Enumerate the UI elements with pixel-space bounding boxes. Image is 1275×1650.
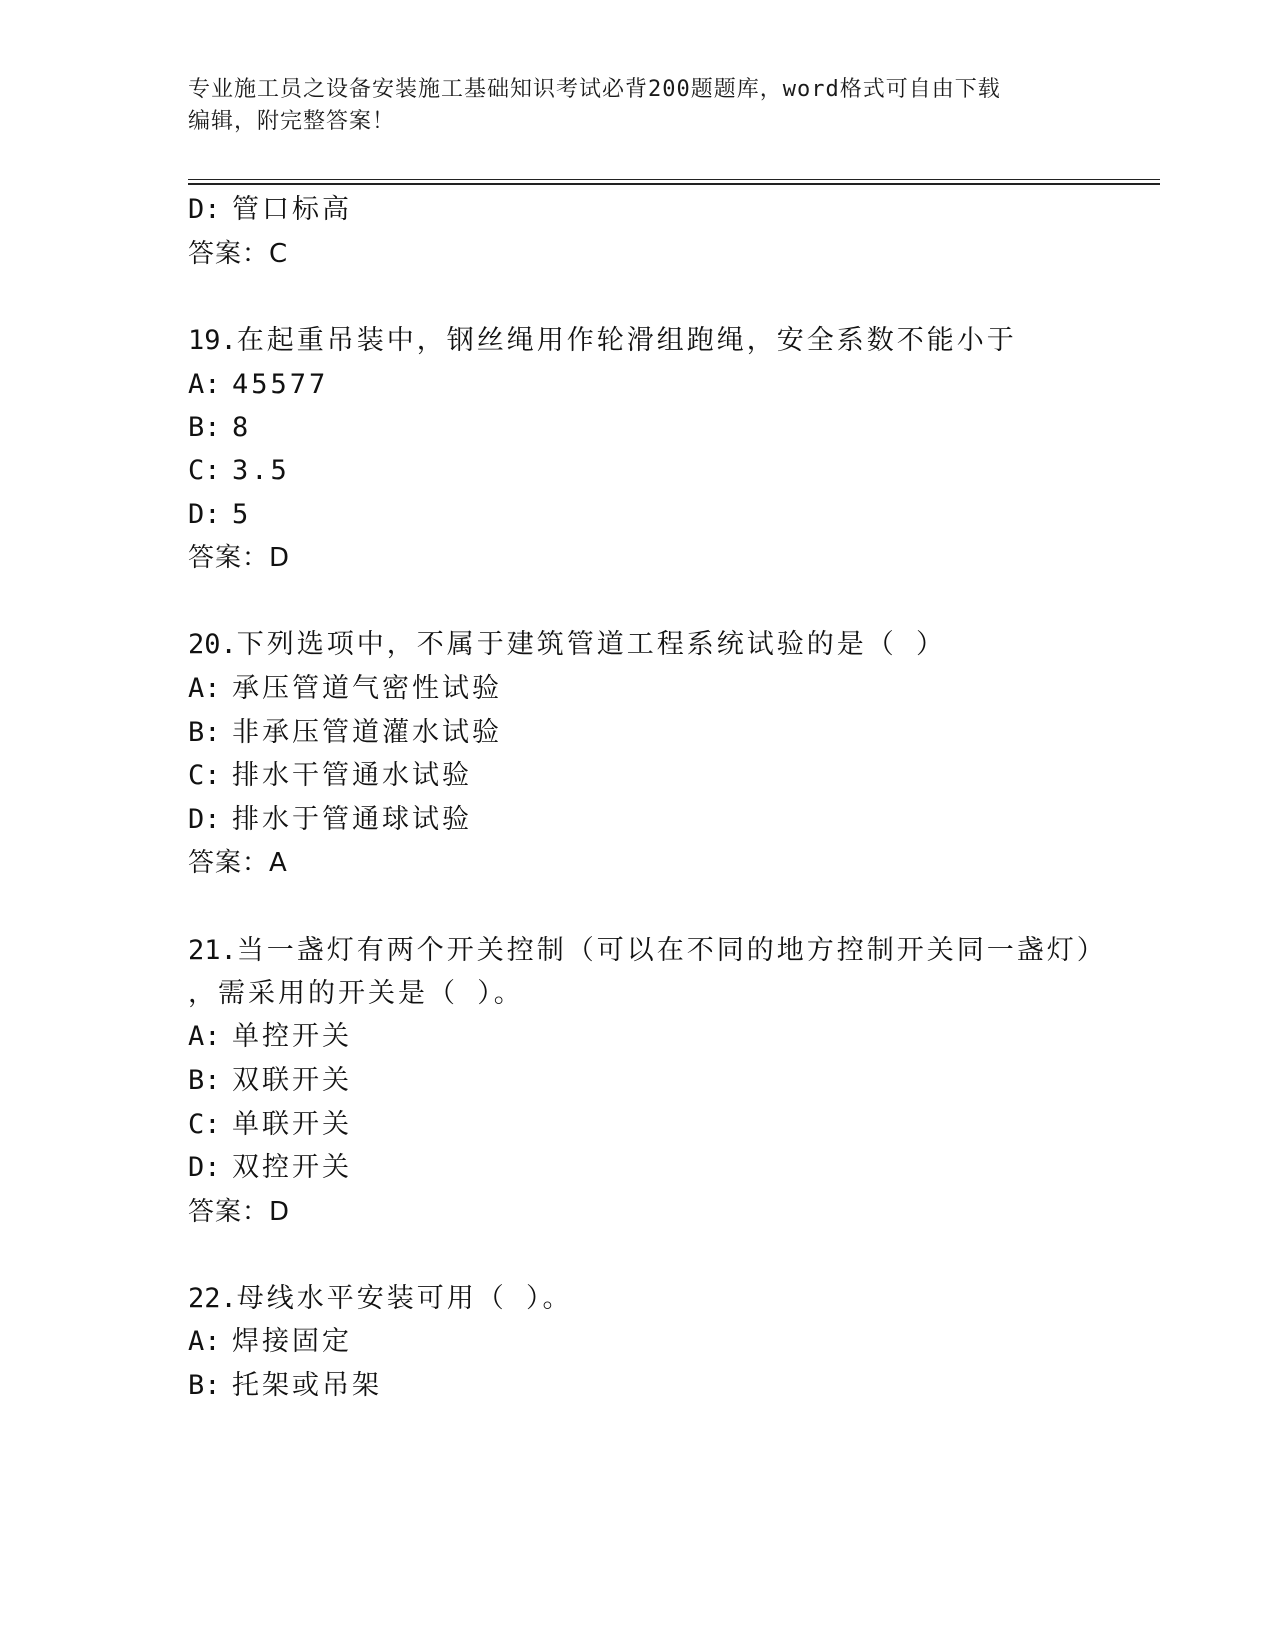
question-19-option-d	[188, 498, 251, 532]
question-number: 19.	[188, 325, 237, 356]
question-20-option-d	[188, 803, 472, 837]
option-text: 非承压管道灌水试验	[232, 717, 502, 748]
option-label: B:	[188, 1065, 221, 1096]
option-label: D:	[188, 804, 221, 835]
option-text: 双联开关	[232, 1065, 352, 1096]
question-20-option-c	[188, 759, 472, 793]
question-number: 20.	[188, 629, 237, 660]
option-label: A:	[188, 1326, 221, 1357]
option-label: C:	[188, 1109, 221, 1140]
question-21-option-c	[188, 1108, 352, 1142]
question-text: 在起重吊装中，钢丝绳用作轮滑组跑绳，安全系数不能小于	[236, 325, 1017, 356]
question-number: 22.	[188, 1283, 237, 1314]
option-label: B:	[188, 717, 221, 748]
question-21-option-b	[188, 1064, 352, 1098]
option-text: 8	[232, 412, 252, 443]
header-divider-thick	[188, 183, 1160, 185]
option-text: 3.5	[232, 455, 290, 486]
header-divider-thin	[188, 179, 1160, 180]
option-text: 管口标高	[232, 194, 352, 225]
option-label: D:	[188, 194, 221, 225]
option-label: D:	[188, 499, 221, 530]
question-19-option-a	[188, 368, 328, 402]
option-text: 排水干管通水试验	[232, 760, 472, 791]
question-21-stem	[188, 934, 1107, 968]
question-22-option-b	[188, 1369, 382, 1403]
option-text: 排水于管通球试验	[232, 804, 472, 835]
option-label: C:	[188, 760, 221, 791]
question-19-option-c	[188, 454, 290, 488]
option-text: 双控开关	[232, 1152, 352, 1183]
header-title-line1: 专业施工员之设备安装施工基础知识考试必背200题题库，word格式可自由下载	[188, 77, 1001, 102]
document-header	[188, 74, 1088, 138]
option-text: 45577	[232, 369, 329, 400]
option-text: 托架或吊架	[232, 1370, 382, 1401]
prev-answer: 答案：C	[188, 239, 289, 269]
question-text: 当一盏灯有两个开关控制（可以在不同的地方控制开关同一盏灯）	[236, 935, 1107, 966]
question-text: 母线水平安装可用（ ）。	[236, 1283, 573, 1314]
question-22-stem	[188, 1282, 573, 1316]
option-label: C:	[188, 455, 221, 486]
option-label: A:	[188, 1021, 221, 1052]
question-20-option-a	[188, 672, 502, 706]
option-text: 单控开关	[232, 1021, 352, 1052]
question-19-answer: 答案：D	[188, 543, 291, 573]
option-text: 焊接固定	[232, 1326, 352, 1357]
question-19-stem	[188, 324, 1017, 358]
question-19-option-b	[188, 411, 251, 445]
question-number: 21.	[188, 935, 237, 966]
question-21-answer: 答案：D	[188, 1197, 291, 1227]
question-text: 下列选项中，不属于建筑管道工程系统试验的是（ ）	[236, 629, 947, 660]
option-text: 单联开关	[232, 1109, 352, 1140]
question-21-option-a	[188, 1020, 352, 1054]
option-label: A:	[188, 369, 221, 400]
option-label: D:	[188, 1152, 221, 1183]
prev-option-d	[188, 193, 352, 227]
header-title-line2: 编辑，附完整答案！	[188, 109, 396, 134]
option-label: A:	[188, 673, 221, 704]
question-20-answer: 答案：A	[188, 848, 288, 878]
option-label: B:	[188, 412, 221, 443]
option-text: 5	[232, 499, 252, 530]
question-20-option-b	[188, 716, 502, 750]
option-text: 承压管道气密性试验	[232, 673, 502, 704]
question-21-option-d	[188, 1151, 352, 1185]
question-21-stem-continued: ，需采用的开关是（ ）。	[188, 978, 524, 1009]
question-22-option-a	[188, 1325, 352, 1359]
question-20-stem	[188, 628, 946, 662]
option-label: B:	[188, 1370, 221, 1401]
